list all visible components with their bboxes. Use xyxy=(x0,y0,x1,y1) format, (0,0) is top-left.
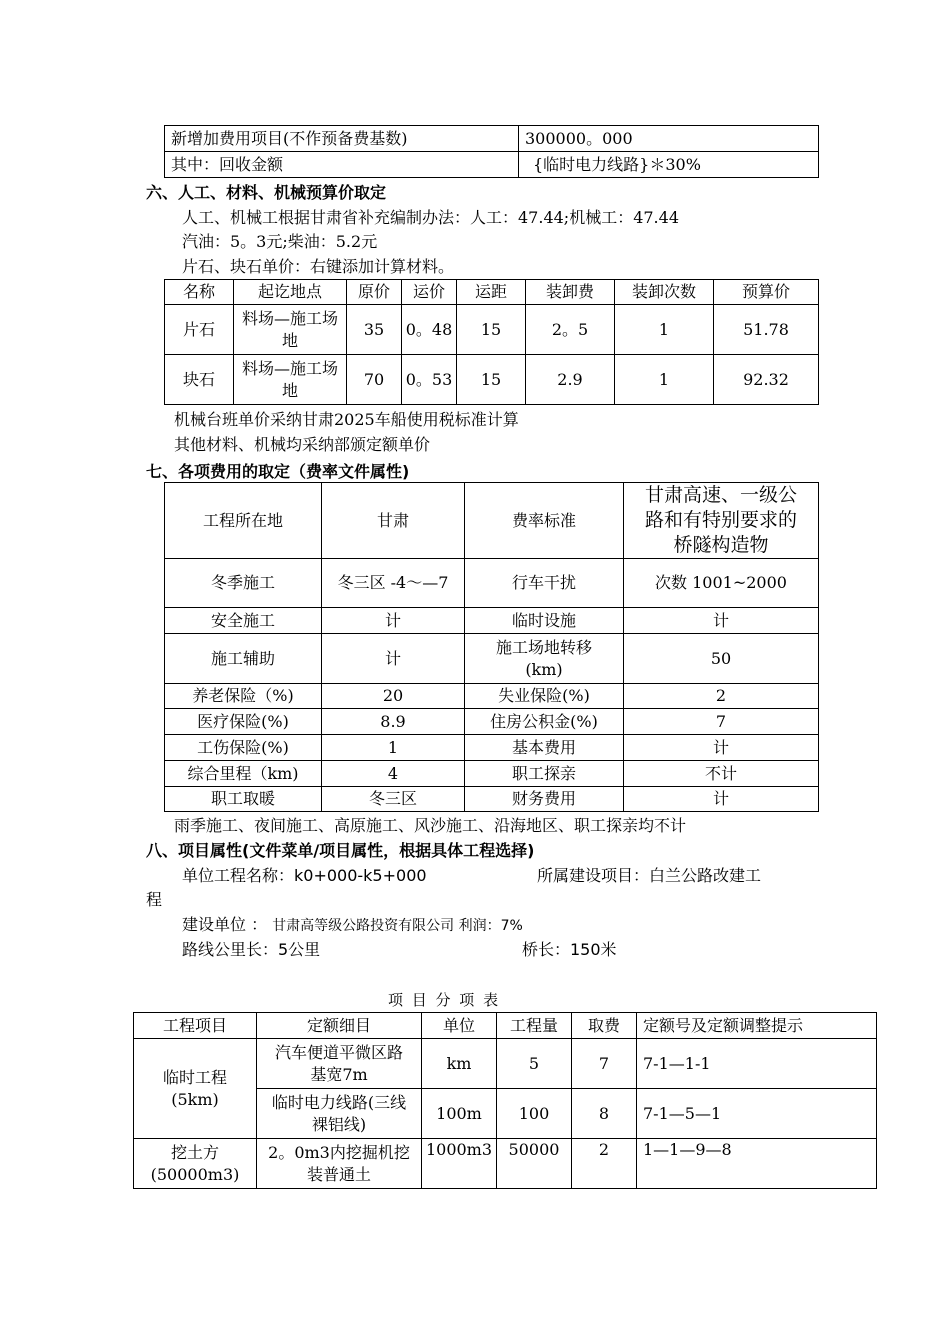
table-cell: 综合里程（km) xyxy=(165,761,322,787)
table-header: 装卸费 xyxy=(526,280,615,305)
table-cell: 计 xyxy=(624,735,819,761)
table-header: 取费 xyxy=(572,1013,637,1039)
table-cell: 100m xyxy=(422,1089,497,1139)
table-cell: 计 xyxy=(624,787,819,812)
table-cell: 70 xyxy=(347,355,402,405)
table-cell: 8 xyxy=(572,1089,637,1139)
stone-price-table xyxy=(164,279,819,405)
table-cell: 其中：回收金额 xyxy=(165,152,519,178)
stone-price-text: 片石、块石单价：右键添加计算材料。 xyxy=(182,257,455,276)
table-cell: 5 xyxy=(497,1039,572,1089)
table-cell: 15 xyxy=(457,305,526,355)
table-cell: 甘肃 xyxy=(322,483,465,559)
table-cell: 2。5 xyxy=(526,305,615,355)
table-cell: 1 xyxy=(322,735,465,761)
table-header: 工程项目 xyxy=(134,1013,257,1039)
table-cell: 基本费用 xyxy=(465,735,624,761)
table-cell: 300000。000 xyxy=(519,126,819,152)
builder-row xyxy=(182,913,523,938)
table-cell: 冬季施工 xyxy=(165,559,322,608)
table-header: 预算价 xyxy=(714,280,819,305)
table-cell: 挖土方(50000m3) xyxy=(134,1139,257,1189)
table-cell: 施工辅助 xyxy=(165,634,322,684)
table-cell: 7 xyxy=(624,709,819,735)
table-cell: 51.78 xyxy=(714,305,819,355)
parent-project-cont: 程 xyxy=(146,890,163,909)
table-cell: 15 xyxy=(457,355,526,405)
top-cost-table xyxy=(164,125,819,178)
table-cell: 1—1—9—8 xyxy=(637,1139,877,1189)
table-header: 工程量 xyxy=(497,1013,572,1039)
table-cell: 汽车便道平微区路基宽7m xyxy=(257,1039,422,1089)
table-cell: 2 xyxy=(624,684,819,709)
route-length: 路线公里长：5公里 xyxy=(182,940,321,959)
section-heading-6: 六、人工、材料、机械预算价取定 xyxy=(146,183,387,202)
table-header: 定额号及定额调整提示 xyxy=(637,1013,877,1039)
unit-project-name: 单位工程名称：k0+000-k5+000 xyxy=(182,866,427,885)
section-heading-8: 八、项目属性(文件菜单/项目属性，根据具体工程选择) xyxy=(146,841,535,860)
table-cell: 安全施工 xyxy=(165,608,322,634)
table-cell: 20 xyxy=(322,684,465,709)
table-cell: 块石 xyxy=(165,355,234,405)
table-cell: 料场—施工场地 xyxy=(234,305,347,355)
table-cell: 甘肃高速、一级公路和有特别要求的桥隧构造物 xyxy=(624,483,819,559)
table-cell: 7 xyxy=(572,1039,637,1089)
table-row xyxy=(165,305,819,355)
table-row xyxy=(165,761,819,787)
table-cell: 工程所在地 xyxy=(165,483,322,559)
table-cell: 次数 1001~2000 xyxy=(624,559,819,608)
table-row xyxy=(165,684,819,709)
fee-rate-table xyxy=(164,482,819,812)
table-cell: 1000m3 xyxy=(422,1139,497,1189)
section-heading-7: 七、各项费用的取定（费率文件属性) xyxy=(146,462,410,481)
table-cell: 片石 xyxy=(165,305,234,355)
table-row xyxy=(134,1139,877,1189)
table-cell: 2.9 xyxy=(526,355,615,405)
table-row xyxy=(165,634,819,684)
builder-label: 建设单位 ： xyxy=(182,915,268,934)
table-row xyxy=(165,483,819,559)
table-header: 运价 xyxy=(402,280,457,305)
items-table xyxy=(133,1012,877,1189)
table-cell: 临时工程(5km) xyxy=(134,1039,257,1139)
table-cell: 施工场地转移(km) xyxy=(465,634,624,684)
table-cell: 财务费用 xyxy=(465,787,624,812)
labor-rate-text: 人工、机械工根据甘肃省补充编制办法：人工：47.44;机械工：47.44 xyxy=(182,208,680,227)
table-cell: 计 xyxy=(624,608,819,634)
table-cell: km xyxy=(422,1039,497,1089)
builder-name: 甘肃高等级公路投资有限公司 利润：7% xyxy=(272,918,523,934)
table-cell: 0。53 xyxy=(402,355,457,405)
table-cell: 4 xyxy=(322,761,465,787)
table-cell: 1 xyxy=(615,355,714,405)
table-cell: 料场—施工场地 xyxy=(234,355,347,405)
table-header: 定额细目 xyxy=(257,1013,422,1039)
table-cell: 8.9 xyxy=(322,709,465,735)
table-row xyxy=(165,559,819,608)
table-header: 名称 xyxy=(165,280,234,305)
table-cell: 工伤保险(%) xyxy=(165,735,322,761)
table-header: 装卸次数 xyxy=(615,280,714,305)
table-cell: 冬三区 -4～—7 xyxy=(322,559,465,608)
fuel-price-text: 汽油：5。3元;柴油：5.2元 xyxy=(182,232,378,251)
table-cell: 1 xyxy=(615,305,714,355)
table-cell: 费率标准 xyxy=(465,483,624,559)
table-cell: 2。0m3内挖掘机挖装普通土 xyxy=(257,1139,422,1189)
table-header: 单位 xyxy=(422,1013,497,1039)
table-header: 运距 xyxy=(457,280,526,305)
table-cell: 7-1—5—1 xyxy=(637,1089,877,1139)
other-material-text: 其他材料、机械均采纳部颁定额单价 xyxy=(174,435,431,454)
table-cell: 住房公积金(%) xyxy=(465,709,624,735)
table-row xyxy=(165,735,819,761)
bridge-length: 桥长：150米 xyxy=(522,940,617,959)
table-cell: 50000 xyxy=(497,1139,572,1189)
table-cell: 0。48 xyxy=(402,305,457,355)
not-counted-note: 雨季施工、夜间施工、高原施工、风沙施工、沿海地区、职工探亲均不计 xyxy=(174,816,687,835)
table-cell: 50 xyxy=(624,634,819,684)
table-row xyxy=(165,787,819,812)
table-header: 起讫地点 xyxy=(234,280,347,305)
table-row xyxy=(134,1039,877,1089)
table-cell: 2 xyxy=(572,1139,637,1189)
table-row xyxy=(165,608,819,634)
table-cell: 失业保险(%) xyxy=(465,684,624,709)
table-cell: 100 xyxy=(497,1089,572,1139)
table-cell: 冬三区 xyxy=(322,787,465,812)
table-cell: {临时电力线路}＊30% xyxy=(519,152,819,178)
parent-project: 所属建设项目：白兰公路改建工 xyxy=(537,866,762,885)
table-cell: 不计 xyxy=(624,761,819,787)
table-header: 原价 xyxy=(347,280,402,305)
table-cell: 行车干扰 xyxy=(465,559,624,608)
table-cell: 职工探亲 xyxy=(465,761,624,787)
table-cell: 35 xyxy=(347,305,402,355)
table-cell: 临时电力线路(三线裸铝线) xyxy=(257,1089,422,1139)
table-cell: 计 xyxy=(322,608,465,634)
table-cell: 医疗保险(%) xyxy=(165,709,322,735)
table-row xyxy=(165,355,819,405)
table-cell: 养老保险（%) xyxy=(165,684,322,709)
table-row xyxy=(165,709,819,735)
machine-rate-text: 机械台班单价采纳甘肃2025车船使用税标准计算 xyxy=(174,410,519,429)
table-cell: 职工取暖 xyxy=(165,787,322,812)
table-cell: 新增加费用项目(不作预备费基数) xyxy=(165,126,519,152)
table-cell: 92.32 xyxy=(714,355,819,405)
table-cell: 7-1—1-1 xyxy=(637,1039,877,1089)
table-cell: 临时设施 xyxy=(465,608,624,634)
table-cell: 计 xyxy=(322,634,465,684)
items-table-title: 项 目 分 项 表 xyxy=(388,991,501,1009)
